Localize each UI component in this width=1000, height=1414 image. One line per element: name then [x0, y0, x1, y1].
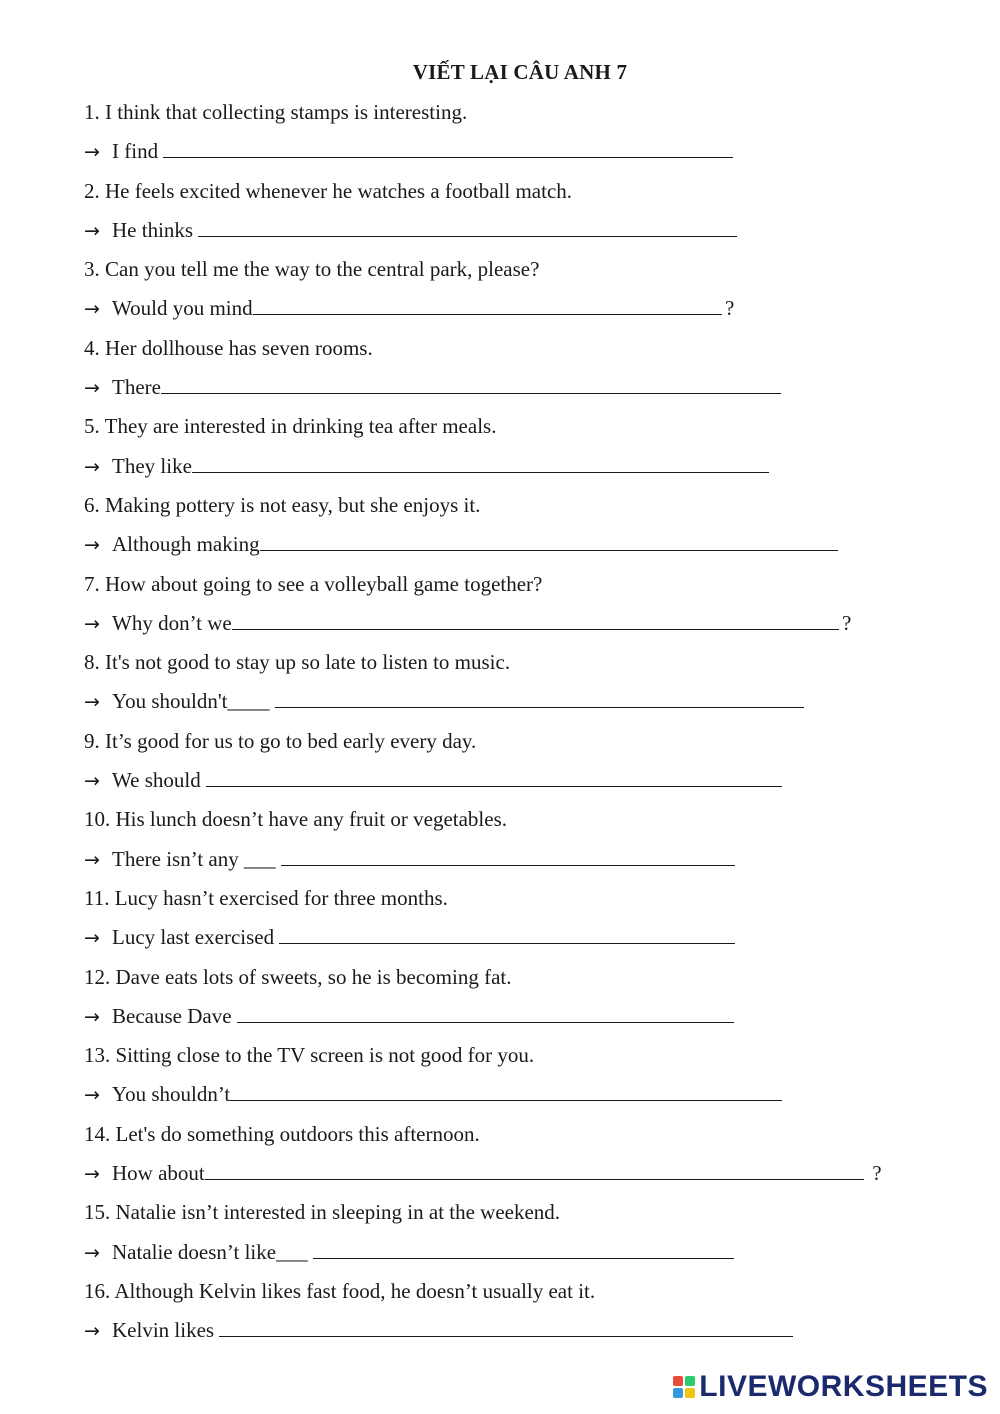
answer-blank[interactable]	[237, 1001, 734, 1023]
arrow-right-icon: →	[84, 927, 100, 950]
answer-lead: How about	[112, 1161, 205, 1186]
answer-row	[84, 1000, 1000, 1039]
answer-blank[interactable]	[198, 215, 737, 237]
answer-lead: Lucy last exercised	[112, 925, 280, 950]
answer-row	[84, 528, 1000, 567]
worksheet-title: VIẾT LẠI CÂU ANH 7	[412, 60, 628, 84]
exercise-item	[84, 803, 1000, 882]
exercise-item	[84, 175, 1000, 254]
logo-tile	[685, 1376, 695, 1386]
answer-lead: You shouldn't____	[112, 689, 275, 714]
answer-row	[84, 292, 1000, 331]
exercise-item	[84, 253, 1000, 332]
exercise-prompt: 15. Natalie isn’t interested in sleeping in at the weekend.	[84, 1200, 561, 1225]
answer-lead: Why don’t we	[112, 610, 232, 635]
arrow-right-icon: →	[84, 534, 100, 557]
logo-tile	[685, 1388, 695, 1398]
arrow-right-icon: →	[84, 1320, 100, 1343]
exercise-prompt: 12. Dave eats lots of sweets, so he is becoming fat.	[84, 964, 512, 989]
exercise-item	[84, 1118, 1000, 1197]
answer-row	[84, 764, 1000, 803]
exercise-item	[84, 1275, 1000, 1354]
arrow-right-icon: →	[84, 691, 100, 714]
answer-row	[84, 921, 1000, 960]
answer-lead: They like	[112, 453, 192, 478]
exercise-prompt: 6. Making pottery is not easy, but she enjoys it.	[84, 492, 481, 517]
answer-suffix: ?	[725, 296, 735, 321]
exercise-prompt: 2. He feels excited whenever he watches a football match.	[84, 178, 573, 203]
arrow-right-icon: →	[84, 1084, 100, 1107]
answer-lead: Although making	[112, 532, 260, 557]
answer-blank[interactable]	[161, 372, 781, 394]
arrow-right-icon: →	[84, 612, 100, 635]
answer-lead: Kelvin likes	[112, 1318, 220, 1343]
exercise-prompt: 7. How about going to see a volleyball game together?	[84, 571, 543, 596]
answer-blank[interactable]	[205, 1158, 864, 1180]
arrow-right-icon: →	[84, 1005, 100, 1028]
exercise-prompt: 3. Can you tell me the way to the central park, please?	[84, 257, 540, 282]
logo-tile	[673, 1376, 683, 1386]
arrow-right-icon: →	[84, 377, 100, 400]
answer-lead: There isn’t any ___	[112, 846, 281, 871]
arrow-right-icon: →	[84, 219, 100, 242]
answer-lead: There	[112, 375, 161, 400]
answer-blank[interactable]	[275, 686, 804, 708]
logo-tile	[673, 1388, 683, 1398]
answer-blank[interactable]	[253, 293, 722, 315]
answer-lead: Would you mind	[112, 296, 253, 321]
answer-blank[interactable]	[206, 765, 782, 787]
answer-lead: You shouldn’t	[112, 1082, 231, 1107]
exercise-list	[84, 96, 1000, 1354]
exercise-item	[84, 882, 1000, 961]
answer-lead: We should	[112, 768, 206, 793]
exercise-prompt: 8. It's not good to stay up so late to listen to music.	[84, 650, 511, 675]
exercise-prompt: 4. Her dollhouse has seven rooms.	[84, 335, 373, 360]
logo-text: LIVEWORKSHEETS	[699, 1370, 988, 1403]
exercise-item	[84, 961, 1000, 1040]
answer-row	[84, 1236, 1000, 1275]
answer-suffix: ?	[842, 610, 852, 635]
arrow-right-icon: →	[84, 1241, 100, 1264]
exercise-item	[84, 410, 1000, 489]
exercise-item	[84, 1039, 1000, 1118]
arrow-right-icon: →	[84, 1163, 100, 1186]
exercise-item	[84, 646, 1000, 725]
exercise-item	[84, 1196, 1000, 1275]
exercise-item	[84, 332, 1000, 411]
answer-blank[interactable]	[232, 608, 839, 630]
answer-row	[84, 214, 1000, 253]
answer-blank[interactable]	[219, 1315, 793, 1337]
exercise-prompt: 14. Let's do something outdoors this afternoon.	[84, 1121, 480, 1146]
exercise-item	[84, 568, 1000, 647]
liveworksheets-logo	[673, 1370, 988, 1404]
answer-row	[84, 843, 1000, 882]
liveworksheets-logo-icon	[673, 1376, 695, 1398]
answer-blank[interactable]	[260, 529, 838, 551]
answer-lead: I find	[112, 139, 164, 164]
arrow-right-icon: →	[84, 141, 100, 164]
answer-lead: Because Dave	[112, 1003, 237, 1028]
exercise-prompt: 9. It’s good for us to go to bed early every day.	[84, 728, 477, 753]
answer-row	[84, 1314, 1000, 1353]
answer-suffix: ?	[867, 1161, 882, 1186]
arrow-right-icon: →	[84, 848, 100, 871]
answer-row	[84, 371, 1000, 410]
arrow-right-icon: →	[84, 455, 100, 478]
arrow-right-icon: →	[84, 298, 100, 321]
answer-row	[84, 685, 1000, 724]
exercise-prompt: 16. Although Kelvin likes fast food, he doesn’t usually eat it.	[84, 1278, 596, 1303]
exercise-item	[84, 489, 1000, 568]
answer-row	[84, 1157, 1000, 1196]
answer-lead: He thinks	[112, 217, 199, 242]
exercise-prompt: 1. I think that collecting stamps is interesting.	[84, 100, 468, 124]
answer-blank[interactable]	[281, 844, 735, 866]
exercise-item	[84, 725, 1000, 804]
exercise-prompt: 5. They are interested in drinking tea after meals.	[84, 414, 497, 439]
answer-row	[84, 135, 1000, 174]
arrow-right-icon: →	[84, 770, 100, 793]
answer-blank[interactable]	[313, 1237, 734, 1259]
exercise-prompt: 11. Lucy hasn’t exercised for three months.	[84, 885, 448, 910]
exercise-prompt: 10. His lunch doesn’t have any fruit or vegetables.	[84, 807, 508, 832]
answer-row	[84, 1078, 1000, 1117]
exercise-item	[84, 96, 1000, 175]
answer-blank[interactable]	[192, 451, 769, 473]
exercise-prompt: 13. Sitting close to the TV screen is not good for you.	[84, 1043, 535, 1068]
answer-lead: Natalie doesn’t like___	[112, 1239, 313, 1264]
answer-blank[interactable]	[279, 922, 735, 944]
answer-blank[interactable]	[163, 136, 733, 158]
answer-row	[84, 607, 1000, 646]
answer-row	[84, 450, 1000, 489]
answer-blank[interactable]	[230, 1079, 782, 1101]
